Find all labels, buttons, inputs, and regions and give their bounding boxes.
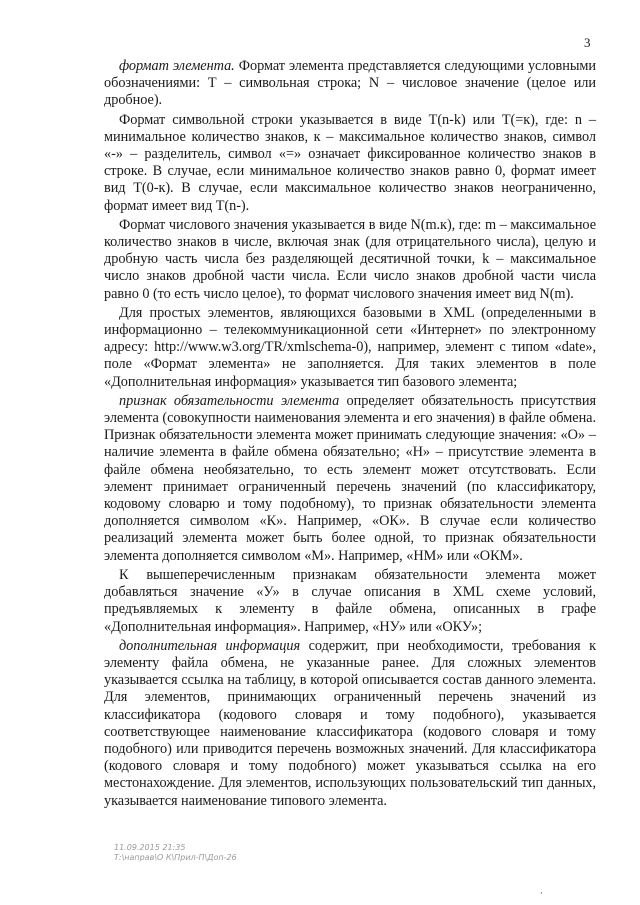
- paragraph-text: Формат элемента представляется следующими условными обозначениями: Т – символьная строка; N – числовое значение (целое или дробное).: [104, 58, 596, 109]
- footer-timestamp: 11.09.2015 21:35: [114, 843, 186, 852]
- paragraph-string-format: Формат символьной строки указывается в виде Т(n-k) или Т(=к), где: n – минимальное количество знаков, к – максимальное количество знаков, символ «-» – разделитель, символ «=» означает фиксированное количество знаков в строке. В случае, если минимальное количество знаков равно 0, формат имеет вид Т(0-к). В случае, если максимальное количество знаков неограниченно, формат имеет вид Т(n-).: [104, 111, 596, 214]
- paragraph-number-format: Формат числового значения указывается в виде N(m.к), где: m – максимальное количество знаков в числе, включая знак (для отрицательного числа), целую и дробную часть числа без разделяющей десятичной точки, k – максимальное число знаков дробной части числа. Если число знаков дробной части числа равно 0 (то есть число целое), то формат числового значения имеет вид N(m).: [104, 216, 596, 302]
- term-required-flag: признак обязательности элемента: [119, 392, 340, 409]
- document-body: [104, 58, 596, 812]
- paragraph-required-flag: [104, 393, 596, 565]
- paragraph-text: определяет обязательность присутствия элемента (совокупности наименования элемента и его значения) в файле обмена. Признак обязательности элемента может принимать следующие значения: «О» – наличие элемента в файле обмена обязательно; «Н» – присутствие элемента в файле обмена необязательно, то есть элемент может отсутствовать. Если элемент принимает ограниченный перечень значений (по классификатору, кодовому словарю и тому подобному), то признак обязательности элемента дополняется символом «К». Например, «ОК». В случае если количество реализаций элемента может быть более одной, то признак обязательности элемента дополняется символом «М». Например, «НМ» или «ОКМ».: [104, 392, 596, 564]
- term-element-format: формат элемента.: [119, 58, 235, 74]
- scan-mark-icon: ‚: [540, 886, 543, 895]
- footer-file-stamp: [114, 843, 237, 863]
- paragraph-conditional-flag: К вышеперечисленным признакам обязательности элемента может добавляться значение «У» в случае описания в XML схеме условий, предъявляемых к элементу в файле обмена, описанных в графе «Дополнительная информация». Например, «НУ» или «ОКУ»;: [104, 566, 596, 635]
- footer-file-path: Т:\направ\О К\Прил-П\Доп-26: [114, 853, 237, 862]
- term-additional-info: дополнительная информация: [119, 637, 301, 654]
- paragraph-additional-info: [104, 638, 596, 810]
- paragraph-text: содержит, при необходимости, требования к элементу файла обмена, не указанные ранее. Для сложных элементов указывается ссылка на таблицу, в которой описывается состав данного элемента. Для элементов, принимающих ограниченный перечень значений из классификатора (кодового словаря и тому подобного), указывается соответствующее наименование классификатора (кодового словаря и тому подобного) или приводится перечень возможных значений. Для классификатора (кодового словаря и тому подобного) может указываться ссылка на его местонахождение. Для элементов, использующих пользовательский тип данных, указывается наименование типового элемента.: [104, 637, 596, 809]
- paragraph-simple-elements: Для простых элементов, являющихся базовыми в XML (определенными в информационно – телекоммуникационной сети «Интернет» по электронному адресу: http://www.w3.org/TR/xmlschema-0), например, элемент с типом «date», поле «Формат элемента» не заполняется. Для таких элементов в поле «Дополнительная информация» указывается тип базового элемента;: [104, 304, 596, 390]
- paragraph-element-format: [104, 58, 596, 110]
- page-number: 3: [584, 35, 591, 50]
